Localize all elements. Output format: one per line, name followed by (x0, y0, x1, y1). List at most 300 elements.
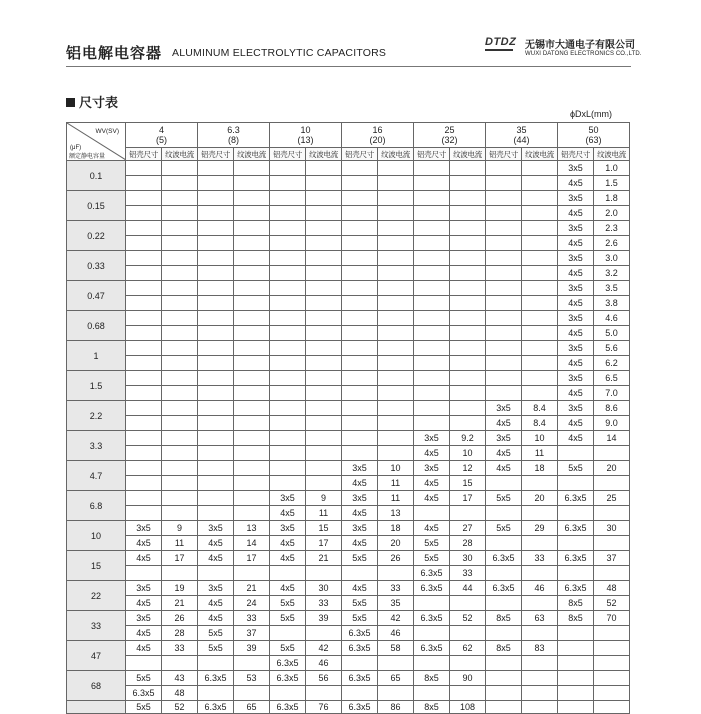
case-size-cell (558, 536, 594, 551)
ripple-current-cell (306, 566, 342, 581)
case-size-cell: 8x5 (414, 701, 450, 714)
ripple-current-cell: 70 (594, 611, 630, 626)
ripple-current-cell (306, 341, 342, 356)
ripple-current-cell: 27 (450, 521, 486, 536)
ripple-current-cell: 28 (450, 536, 486, 551)
case-size-cell (414, 281, 450, 296)
ripple-current-cell: 20 (594, 461, 630, 476)
case-size-cell: 3x5 (558, 371, 594, 386)
ripple-current-cell (234, 266, 270, 281)
ripple-current-cell: 15 (450, 476, 486, 491)
ripple-current-cell (522, 356, 558, 371)
ripple-current-cell (162, 491, 198, 506)
case-size-cell: 5x5 (486, 491, 522, 506)
case-size-cell (342, 191, 378, 206)
case-size-cell (558, 446, 594, 461)
case-size-cell: 6.3x5 (342, 701, 378, 714)
ripple-current-cell (594, 476, 630, 491)
table-row (67, 206, 630, 221)
ripple-current-cell: 18 (522, 461, 558, 476)
ripple-current-cell: 42 (306, 641, 342, 656)
ripple-current-cell (378, 326, 414, 341)
ripple-current-cell: 43 (162, 671, 198, 686)
table-row (67, 611, 630, 626)
ripple-current-cell (378, 251, 414, 266)
ripple-current-cell: 46 (306, 656, 342, 671)
case-size-cell: 3x5 (486, 431, 522, 446)
ripple-current-cell: 14 (234, 536, 270, 551)
case-size-cell (198, 401, 234, 416)
table-row (67, 386, 630, 401)
case-size-cell (126, 161, 162, 176)
case-size-cell (270, 476, 306, 491)
table-row (67, 416, 630, 431)
ripple-current-cell (450, 686, 486, 701)
case-size-header: 铝壳尺寸 (558, 148, 594, 161)
case-size-cell (198, 251, 234, 266)
case-size-cell (342, 266, 378, 281)
ripple-current-cell (162, 296, 198, 311)
ripple-current-cell (378, 431, 414, 446)
ripple-current-cell (450, 371, 486, 386)
case-size-cell (486, 686, 522, 701)
ripple-current-cell (162, 431, 198, 446)
case-size-cell (270, 386, 306, 401)
case-size-cell: 5x5 (198, 641, 234, 656)
ripple-current-cell (162, 281, 198, 296)
ripple-current-cell (306, 326, 342, 341)
table-row (67, 521, 630, 536)
case-size-cell (486, 656, 522, 671)
case-size-cell: 4x5 (126, 641, 162, 656)
ripple-current-header: 纹波电流 (594, 148, 630, 161)
ripple-current-cell (522, 386, 558, 401)
ripple-current-cell (450, 656, 486, 671)
case-size-cell (342, 206, 378, 221)
case-size-cell: 4x5 (558, 431, 594, 446)
ripple-current-cell (306, 191, 342, 206)
ripple-current-cell (306, 251, 342, 266)
case-size-cell (270, 341, 306, 356)
ripple-current-cell (234, 251, 270, 266)
ripple-current-cell: 13 (378, 506, 414, 521)
case-size-cell (486, 566, 522, 581)
capacitance-value: 0.33 (67, 251, 126, 281)
ripple-current-cell (162, 371, 198, 386)
case-size-cell: 5x5 (270, 641, 306, 656)
case-size-cell (126, 566, 162, 581)
case-size-cell: 4x5 (558, 206, 594, 221)
case-size-cell: 3x5 (342, 521, 378, 536)
case-size-cell (558, 671, 594, 686)
ripple-current-cell: 44 (450, 581, 486, 596)
case-size-cell (486, 596, 522, 611)
ripple-current-cell: 24 (234, 596, 270, 611)
ripple-current-cell: 20 (378, 536, 414, 551)
ripple-current-cell (378, 206, 414, 221)
case-size-cell: 8x5 (414, 671, 450, 686)
capacitance-value: 0.1 (67, 161, 126, 191)
ripple-current-cell: 86 (378, 701, 414, 714)
ripple-current-cell (594, 656, 630, 671)
case-size-cell: 4x5 (342, 476, 378, 491)
ripple-current-cell: 6.2 (594, 356, 630, 371)
ripple-current-cell: 1.0 (594, 161, 630, 176)
table-row (67, 251, 630, 266)
ripple-current-cell (450, 206, 486, 221)
ripple-current-cell: 2.0 (594, 206, 630, 221)
case-size-cell (198, 656, 234, 671)
case-size-cell: 6.3x5 (198, 671, 234, 686)
ripple-current-cell: 30 (450, 551, 486, 566)
case-size-cell (126, 401, 162, 416)
logo-text: DTDZ (485, 36, 517, 48)
working-voltage: 6.3 (227, 125, 240, 135)
ripple-current-cell: 28 (162, 626, 198, 641)
table-row (67, 176, 630, 191)
ripple-current-cell: 83 (522, 641, 558, 656)
ripple-current-cell (234, 686, 270, 701)
case-size-cell: 5x5 (126, 701, 162, 714)
ripple-current-cell (162, 191, 198, 206)
ripple-current-cell: 63 (522, 611, 558, 626)
ripple-current-cell (378, 311, 414, 326)
ripple-current-cell (450, 161, 486, 176)
ripple-current-cell: 15 (306, 521, 342, 536)
case-size-cell: 6.3x5 (342, 641, 378, 656)
case-size-cell (414, 236, 450, 251)
case-size-cell (270, 311, 306, 326)
case-size-cell: 6.3x5 (414, 566, 450, 581)
case-size-cell: 6.3x5 (342, 626, 378, 641)
case-size-cell (126, 416, 162, 431)
case-size-cell (342, 356, 378, 371)
case-size-cell: 6.3x5 (558, 521, 594, 536)
ripple-current-cell (522, 266, 558, 281)
ripple-current-cell: 46 (378, 626, 414, 641)
case-size-cell (198, 356, 234, 371)
ripple-current-cell (522, 506, 558, 521)
voltage-header (126, 123, 198, 148)
case-size-cell: 3x5 (558, 161, 594, 176)
ripple-current-cell (234, 446, 270, 461)
case-size-cell (198, 296, 234, 311)
ripple-current-cell: 8.4 (522, 401, 558, 416)
case-size-cell: 4x5 (342, 581, 378, 596)
ripple-current-cell (306, 161, 342, 176)
case-size-cell (270, 566, 306, 581)
ripple-current-cell (234, 221, 270, 236)
case-size-cell: 3x5 (414, 461, 450, 476)
case-size-cell (270, 221, 306, 236)
capacitance-value: 4.7 (67, 461, 126, 491)
ripple-current-cell (306, 221, 342, 236)
ripple-current-cell (234, 386, 270, 401)
dimension-table (66, 122, 630, 714)
case-size-cell (486, 371, 522, 386)
table-row (67, 581, 630, 596)
case-size-cell (342, 161, 378, 176)
case-size-cell: 3x5 (198, 581, 234, 596)
case-size-cell (126, 281, 162, 296)
case-size-cell (126, 296, 162, 311)
working-voltage: 4 (158, 125, 164, 135)
ripple-current-cell: 11 (306, 506, 342, 521)
section-heading (66, 92, 118, 111)
ripple-current-cell (234, 206, 270, 221)
capacitance-value: 0.68 (67, 311, 126, 341)
case-size-cell: 4x5 (198, 611, 234, 626)
case-size-cell: 6.3x5 (414, 641, 450, 656)
ripple-current-cell: 52 (594, 596, 630, 611)
ripple-current-cell: 9 (162, 521, 198, 536)
ripple-current-cell (594, 626, 630, 641)
case-size-cell (342, 446, 378, 461)
ripple-current-cell (450, 341, 486, 356)
case-size-cell: 4x5 (486, 461, 522, 476)
case-size-cell (270, 296, 306, 311)
ripple-current-cell: 17 (234, 551, 270, 566)
ripple-current-cell (162, 266, 198, 281)
case-size-cell (486, 296, 522, 311)
case-size-cell (198, 161, 234, 176)
table-row (67, 356, 630, 371)
ripple-current-cell (450, 266, 486, 281)
ripple-current-cell: 33 (450, 566, 486, 581)
case-size-cell (270, 686, 306, 701)
ripple-current-cell (234, 506, 270, 521)
ripple-current-cell: 9.0 (594, 416, 630, 431)
case-size-cell (126, 191, 162, 206)
case-size-cell: 6.3x5 (414, 611, 450, 626)
ripple-current-cell: 20 (522, 491, 558, 506)
case-size-cell: 8x5 (558, 596, 594, 611)
case-size-cell: 6.3x5 (270, 671, 306, 686)
ripple-current-cell (234, 236, 270, 251)
case-size-cell (198, 326, 234, 341)
ripple-current-cell (450, 296, 486, 311)
case-size-cell: 5x5 (270, 611, 306, 626)
ripple-current-cell: 8.4 (522, 416, 558, 431)
case-size-cell: 8x5 (486, 641, 522, 656)
ripple-current-cell (162, 476, 198, 491)
table-row (67, 551, 630, 566)
capacitance-value: 1.5 (67, 371, 126, 401)
case-size-header: 铝壳尺寸 (198, 148, 234, 161)
case-size-cell (198, 431, 234, 446)
ripple-current-cell (234, 191, 270, 206)
case-size-cell (270, 176, 306, 191)
case-size-cell: 5x5 (486, 521, 522, 536)
ripple-current-cell: 1.5 (594, 176, 630, 191)
ripple-current-cell (378, 416, 414, 431)
case-size-cell: 3x5 (486, 401, 522, 416)
case-size-cell (126, 371, 162, 386)
case-size-cell (270, 431, 306, 446)
ripple-current-cell (522, 566, 558, 581)
case-size-cell (270, 251, 306, 266)
case-size-cell: 4x5 (270, 536, 306, 551)
ripple-current-cell (162, 506, 198, 521)
case-size-cell (486, 236, 522, 251)
case-size-cell (198, 491, 234, 506)
ripple-current-cell (522, 311, 558, 326)
case-size-cell (414, 341, 450, 356)
ripple-current-cell (450, 191, 486, 206)
case-size-cell (558, 686, 594, 701)
table-row (67, 371, 630, 386)
ripple-current-cell: 4.6 (594, 311, 630, 326)
case-size-cell: 4x5 (342, 506, 378, 521)
case-size-cell: 3x5 (414, 431, 450, 446)
ripple-current-cell (234, 371, 270, 386)
case-size-cell (486, 281, 522, 296)
case-size-cell: 6.3x5 (342, 671, 378, 686)
ripple-current-cell (522, 191, 558, 206)
case-size-header: 铝壳尺寸 (486, 148, 522, 161)
ripple-current-cell: 7.0 (594, 386, 630, 401)
ripple-current-cell: 76 (306, 701, 342, 714)
surge-voltage: (32) (441, 135, 458, 145)
case-size-cell (198, 476, 234, 491)
capacitance-value: 15 (67, 551, 126, 581)
ripple-current-cell: 30 (306, 581, 342, 596)
case-size-cell (126, 656, 162, 671)
ripple-current-cell (378, 686, 414, 701)
case-size-cell (414, 356, 450, 371)
case-size-cell (342, 401, 378, 416)
ripple-current-cell (450, 596, 486, 611)
case-size-cell (486, 386, 522, 401)
working-voltage: 10 (300, 125, 311, 135)
ripple-current-cell (522, 476, 558, 491)
case-size-cell: 4x5 (558, 176, 594, 191)
working-voltage: 16 (372, 125, 383, 135)
company-logo (485, 36, 516, 48)
table-row (67, 281, 630, 296)
table-row (67, 266, 630, 281)
table-row (67, 566, 630, 581)
case-size-cell: 4x5 (198, 596, 234, 611)
ripple-current-cell (378, 161, 414, 176)
capacitance-value: 10 (67, 521, 126, 551)
ripple-current-cell: 48 (162, 686, 198, 701)
capacitance-value (67, 701, 126, 714)
case-size-cell: 5x5 (342, 596, 378, 611)
case-size-cell: 6.3x5 (198, 701, 234, 714)
case-size-cell: 5x5 (414, 551, 450, 566)
case-size-cell (126, 206, 162, 221)
ripple-current-cell (234, 566, 270, 581)
ripple-current-cell (522, 656, 558, 671)
case-size-cell (486, 326, 522, 341)
case-size-cell (342, 686, 378, 701)
case-size-cell: 3x5 (342, 461, 378, 476)
case-size-cell (414, 371, 450, 386)
case-size-cell: 5x5 (342, 551, 378, 566)
ripple-current-cell (306, 626, 342, 641)
case-size-cell (558, 701, 594, 714)
capacitance-value: 6.8 (67, 491, 126, 521)
capacitance-value: 1 (67, 341, 126, 371)
ripple-current-cell: 26 (162, 611, 198, 626)
case-size-cell: 3x5 (558, 251, 594, 266)
case-size-cell: 4x5 (558, 266, 594, 281)
ripple-current-cell (306, 236, 342, 251)
case-size-cell: 6.3x5 (270, 656, 306, 671)
ripple-current-cell: 108 (450, 701, 486, 714)
ripple-current-cell: 17 (306, 536, 342, 551)
table-row (67, 596, 630, 611)
case-size-cell (342, 311, 378, 326)
case-size-cell (486, 506, 522, 521)
case-size-header: 铝壳尺寸 (342, 148, 378, 161)
capacitance-label: 额定静电容量 (69, 153, 106, 160)
case-size-cell: 4x5 (342, 536, 378, 551)
ripple-current-cell (450, 386, 486, 401)
case-size-cell: 5x5 (414, 536, 450, 551)
case-size-cell (342, 566, 378, 581)
table-row (67, 446, 630, 461)
case-size-cell (270, 401, 306, 416)
table-corner-cell (67, 123, 126, 161)
ripple-current-cell: 46 (522, 581, 558, 596)
ripple-current-cell (522, 176, 558, 191)
case-size-cell (414, 311, 450, 326)
case-size-cell (198, 206, 234, 221)
ripple-current-cell (522, 206, 558, 221)
ripple-current-cell: 52 (162, 701, 198, 714)
case-size-cell (486, 311, 522, 326)
ripple-current-cell (378, 656, 414, 671)
ripple-current-cell: 21 (162, 596, 198, 611)
ripple-current-cell: 21 (306, 551, 342, 566)
ripple-current-cell: 19 (162, 581, 198, 596)
case-size-cell: 6.3x5 (270, 701, 306, 714)
case-size-cell (270, 416, 306, 431)
ripple-current-cell (378, 356, 414, 371)
ripple-current-cell: 48 (594, 581, 630, 596)
case-size-cell (414, 626, 450, 641)
ripple-current-cell (450, 416, 486, 431)
ripple-current-cell: 10 (522, 431, 558, 446)
ripple-current-cell (306, 446, 342, 461)
case-size-cell: 4x5 (486, 416, 522, 431)
ripple-current-cell: 11 (378, 476, 414, 491)
case-size-cell (198, 566, 234, 581)
case-size-cell (126, 326, 162, 341)
ripple-current-cell (162, 341, 198, 356)
ripple-current-cell (234, 176, 270, 191)
case-size-header: 铝壳尺寸 (414, 148, 450, 161)
case-size-cell (198, 281, 234, 296)
ripple-current-cell: 53 (234, 671, 270, 686)
case-size-cell (126, 341, 162, 356)
capacitance-value: 2.2 (67, 401, 126, 431)
case-size-cell (270, 626, 306, 641)
ripple-current-cell (162, 656, 198, 671)
case-size-cell: 8x5 (558, 611, 594, 626)
case-size-cell (414, 596, 450, 611)
ripple-current-cell (162, 221, 198, 236)
case-size-cell: 4x5 (126, 626, 162, 641)
ripple-current-cell: 3.5 (594, 281, 630, 296)
case-size-cell (342, 221, 378, 236)
case-size-cell (126, 176, 162, 191)
case-size-cell (342, 326, 378, 341)
ripple-current-cell: 33 (378, 581, 414, 596)
ripple-current-cell: 25 (594, 491, 630, 506)
